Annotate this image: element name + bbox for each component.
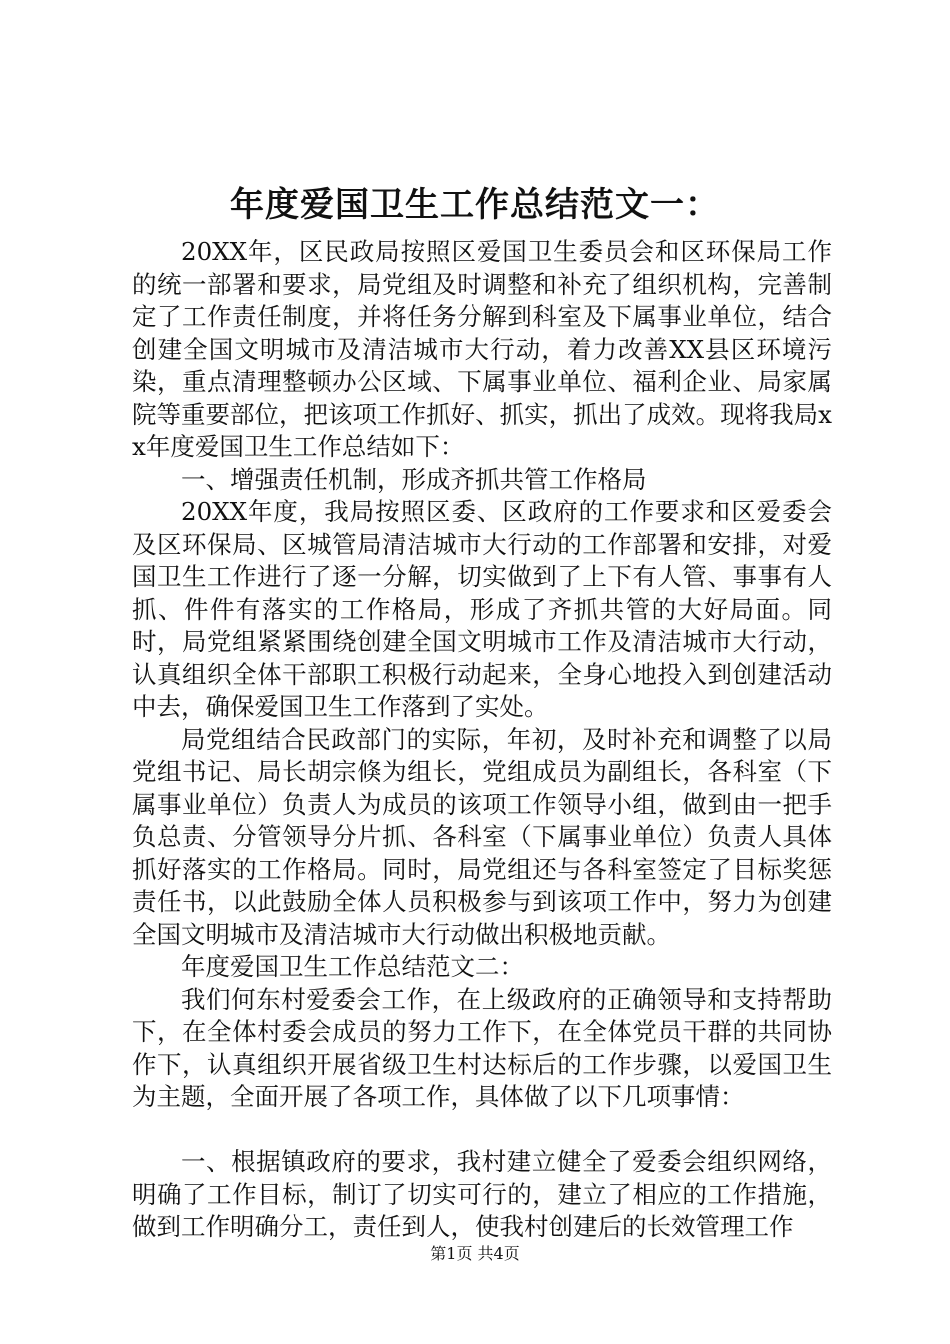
page-number: 第1页 共4页 <box>430 1244 520 1263</box>
document-body <box>132 236 832 1244</box>
paragraph-sample-2-intro: 我们何东村爱委会工作，在上级政府的正确领导和支持帮助下，在全体村委会成员的努力工作下，在全体党员干群的共同协作下，认真组织开展省级卫生村达标后的工作步骤，以爱国卫生为主题，全面开展了各项工作，具体做了以下几项事情： <box>132 984 832 1111</box>
paragraph-sample-2-point-1: 一、根据镇政府的要求，我村建立健全了爱委会组织网络，明确了工作目标，制订了切实可行的，建立了相应的工作措施，做到工作明确分工，责任到人，使我村创建后的长效管理工作 <box>132 1147 832 1241</box>
sample-2-heading: 年度爱国卫生工作总结范文二： <box>181 952 524 981</box>
section-heading-1: 一、增强责任机制，形成齐抓共管工作格局 <box>181 464 647 494</box>
paragraph-leadership: 局党组结合民政部门的实际，年初，及时补充和调整了以局党组书记、局长胡宗倏为组长，党组成员为副组长，各科室（下属事业单位）负责人为成员的该项工作领导小组，做到由一把手负总责、分管领导分片抓、各科室（下属事业单位）负责人具体抓好落实的工作格局。同时，局党组还与各科室签定了目标奖惩责任书，以此鼓励全体人员积极参与到该项工作中，努力为创建全国文明城市及清洁城市大行动做出积极地贡献。 <box>132 724 832 949</box>
paragraph-section-1: 20XX年度，我局按照区委、区政府的工作要求和区爱委会及区环保局、区城管局清洁城市大行动的工作部署和安排，对爱国卫生工作进行了逐一分解，切实做到了上下有人管、事事有人抓、件件有落实的工作格局，形成了齐抓共管的大好局面。同时，局党组紧紧围绕创建全国文明城市工作及清洁城市大行动，认真组织全体干部职工积极行动起来，全身心地投入到创建活动中去，确保爱国卫生工作落到了实处。 <box>132 497 832 721</box>
document-title: 年度爱国卫生工作总结范文一： <box>230 185 720 225</box>
paragraph-intro: 20XX年，区民政局按照区爱国卫生委员会和区环保局工作的统一部署和要求，局党组及时调整和补充了组织机构，完善制定了工作责任制度，并将任务分解到科室及下属事业单位，结合创建全国文明城市及清洁城市大行动，着力改善XX县区环境污染，重点清理整顿办公区域、下属事业单位、福利企业、局家属院等重要部位，把该项工作抓好、抓实，抓出了成效。现将我局xx年度爱国卫生工作总结如下： <box>132 237 832 461</box>
